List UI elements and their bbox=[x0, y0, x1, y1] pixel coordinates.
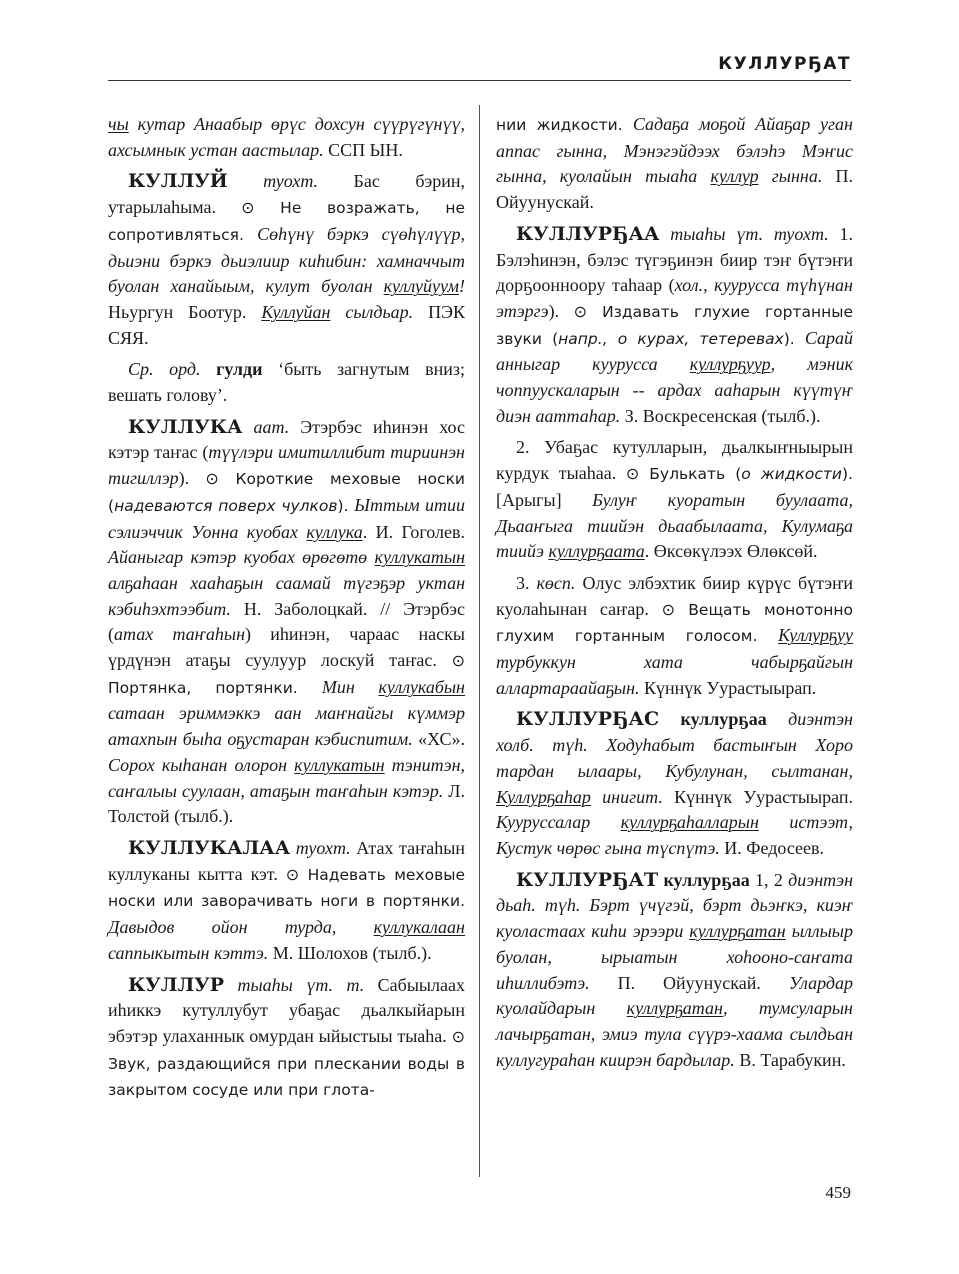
entry-kulluka bbox=[108, 415, 465, 830]
example-text: сатаан эриммэккэ аан маҥнайгы күммэр атахпын быһа оҕустаран кэбиспитим. bbox=[108, 703, 465, 750]
russian-gloss: напр., о курах, тетеревах bbox=[558, 329, 784, 348]
translation-mark-icon: ⊙ bbox=[625, 464, 640, 484]
example-text: Сарай анныгар куурусса bbox=[496, 327, 853, 375]
translation-mark-icon: ⊙ bbox=[205, 469, 219, 489]
sense-number: 3. bbox=[516, 572, 537, 593]
entry-kullurgaa-sense-3 bbox=[496, 571, 853, 702]
headword: КУЛЛУЙ bbox=[128, 170, 228, 193]
underlined-word: куллур bbox=[710, 166, 759, 187]
underlined-word: куллурҕаата bbox=[548, 541, 645, 562]
pos-label: туохт. bbox=[227, 171, 319, 192]
entry-kullurgaa-sense-2 bbox=[496, 435, 853, 565]
gloss: көсп. bbox=[536, 572, 576, 593]
example-text: Кууруссалар bbox=[496, 812, 621, 833]
left-column bbox=[108, 112, 465, 1110]
entry-kullukalaa bbox=[108, 836, 465, 967]
definition: Олус элбэхтик биир күрүс бүтэҥи куолаһынан саҥар. bbox=[496, 572, 853, 619]
underlined-word: Куллурҕаһар bbox=[496, 786, 591, 807]
right-column bbox=[496, 112, 853, 1079]
entry-kullur-continuation bbox=[496, 112, 853, 216]
underlined-word: куллукалаан bbox=[373, 917, 465, 938]
translation-mark-icon: ⊙ bbox=[661, 599, 676, 619]
example-text: Мин bbox=[321, 676, 379, 697]
base-word: куллурҕаа bbox=[659, 709, 767, 730]
source-text: ПЭК СЯЯ. bbox=[108, 301, 465, 348]
example-text: тэнитэн, саҥалыы суулаан, атаҕын таҥаһын кэтэр. bbox=[108, 754, 465, 801]
russian-translation: Портянка, портянки. bbox=[108, 678, 322, 697]
russian-translation: Не возражать, не сопротивляться. bbox=[108, 199, 465, 244]
entry-sr bbox=[108, 357, 465, 408]
definition: ). bbox=[548, 300, 574, 321]
russian-translation: нии жидкости. bbox=[496, 116, 633, 134]
headword: КУЛЛУР bbox=[128, 973, 225, 996]
definition: ) иһинэн, чараас наскы үрдүнэн атаҕы суулуур лоскуй таҥас. bbox=[108, 624, 465, 671]
entry-continuation bbox=[108, 112, 465, 163]
source-text: М. Шолохов (тылб.). bbox=[268, 942, 432, 963]
example-text: Бэрт үчүгэй, бэрт дьэҥкэ, киэҥ куоластаах киһи эрээри bbox=[496, 895, 854, 942]
underlined-word: куллукабын bbox=[378, 676, 465, 697]
pos-label: диэнтэн дьаһ. түһ. bbox=[496, 869, 853, 916]
example-text: Давыдов ойон турда, bbox=[108, 917, 374, 938]
headword: КУЛЛУРҔАТ bbox=[516, 868, 659, 891]
russian-translation: Булькать ( bbox=[639, 465, 742, 484]
russian-translation: Вещать монотонно глухим гортанным голосом. bbox=[496, 600, 853, 646]
source-text: ССП ЫН. bbox=[323, 139, 403, 160]
translation-mark-icon: ⊙ bbox=[241, 198, 255, 218]
definition: Бас бэрин, утарылаһыма. bbox=[108, 171, 465, 218]
russian-translation: Издавать глухие гортанные звуки ( bbox=[496, 302, 853, 348]
translation-mark-icon: ⊙ bbox=[451, 651, 465, 671]
gloss: атах таҥаһын bbox=[114, 624, 246, 645]
example-text: турбуккун хата чабырҕайгын аллартараайаҕын. bbox=[496, 652, 853, 698]
example-text: истээт, Кустук чөрөс гына түспүтэ. bbox=[496, 812, 853, 858]
headword: КУЛЛУРҔАА bbox=[516, 222, 660, 245]
translation-mark-icon: ⊙ bbox=[285, 864, 300, 884]
example-text: , тумсуларын лачырҕатан, эмиэ тула сүүрэ-хаама сылдьан куллугураһан киирэн бардылар. bbox=[496, 998, 853, 1070]
russian-translation: ). bbox=[842, 465, 853, 484]
definition: Сабыылаах иһиккэ кутуллубут убаҕас дьалкыйарын эбэтэр улаханнык омурдан ыйыстыы тыаһа. bbox=[108, 974, 465, 1046]
russian-gloss: надеваются поверх чулков bbox=[114, 496, 338, 515]
entry-kulluj bbox=[108, 169, 465, 351]
example-text: гынна. bbox=[758, 166, 823, 187]
entry-kullurgat bbox=[496, 868, 853, 1074]
definition: Атах таҥаһын куллуканы кытта кэт. bbox=[108, 837, 465, 884]
definition: ). bbox=[178, 468, 206, 489]
underlined-word: Куллуйан bbox=[261, 301, 331, 322]
example-text: Булуҥ куоратын буулаата, Дьааҥыга тиийэн дьаабылаата, Кулумаҕа тиийэ bbox=[496, 489, 853, 562]
russian-gloss: о жидкости bbox=[741, 465, 843, 484]
definition: 2. Убаҕас кутулларын, дьалкыҥныырын курдук тыаһаа. bbox=[496, 437, 853, 484]
source-text: Күннүк Уурастыырап. bbox=[639, 677, 817, 698]
example-text: инигит. bbox=[590, 786, 663, 807]
underlined-word: чы bbox=[108, 114, 129, 134]
russian-translation: ). bbox=[783, 329, 805, 348]
example-text: ! bbox=[459, 276, 465, 297]
source-text: Күннүк Уурастыырап. bbox=[662, 786, 853, 807]
headword: КУЛЛУКАЛАА bbox=[128, 836, 291, 859]
underlined-word: куллукатын bbox=[374, 547, 465, 568]
gloss: түүлэри имитиллибит тириинэн тигиллэр bbox=[108, 442, 465, 489]
pos-label: аат. bbox=[242, 416, 290, 437]
base-word: куллурҕаа bbox=[658, 869, 750, 890]
example-text: ыллыыр буолан, ырыатын хоһооно-саҥата иһиллибэтэ. bbox=[496, 921, 853, 993]
underlined-word: куллурҕатан bbox=[689, 921, 786, 942]
example-text: алҕаһаан хааһаҕын саамай түгэҕэр уктан кэбиһэхтээбит. bbox=[108, 572, 465, 619]
underlined-word: куллукатын bbox=[294, 754, 385, 775]
sense-number: 1, 2 bbox=[749, 869, 789, 890]
underlined-word: куллурҕуур bbox=[689, 354, 771, 375]
example-text: кутар Анаабыр өрүс дохсун сүүрүгүнүү, ахсымнык устан аастылар. bbox=[108, 114, 465, 160]
example-text: Улардар куолайдарын bbox=[496, 972, 853, 1019]
example-text: Ыттым итии сэлиэччик Уонна куобах bbox=[108, 494, 465, 542]
russian-translation: Звук, раздающийся при плескании воды в закрытом сосуде или при глота- bbox=[108, 1054, 465, 1100]
pos-label: тыаһы үт. т. bbox=[224, 974, 365, 995]
bracket-note: [Арыгы] bbox=[496, 489, 593, 510]
entry-kullurgaa bbox=[496, 222, 853, 430]
russian-translation: ). bbox=[337, 496, 355, 515]
example-text: Ходуһабыт бастыҥын Хоро тардан ылаары, Кубулунан, сылтанан, bbox=[496, 735, 853, 781]
example-text: Сөһүнү бэркэ сүөһүлүүр, дьиэни бэркэ дьиэлиир киһибин: хамначчыт буолан ханайыым, кулут буолан bbox=[108, 223, 465, 297]
underlined-word: куллука bbox=[306, 521, 363, 542]
entry-kullurgas bbox=[496, 707, 853, 861]
source-text: . Өксөкүлээх Өлөксөй. bbox=[644, 541, 818, 562]
source-text: В. Тарабукин. bbox=[734, 1049, 846, 1070]
example-text: сылдьар. bbox=[330, 301, 414, 322]
definition: ‘быть загнутым вниз; вешать голову’. bbox=[108, 359, 466, 406]
example-text: Садаҕа моҕой Айаҕар уган аппас гынна, Мэнэгэйдээх бэлэһэ Мэҥис гынна, куолайын тыаһа bbox=[496, 114, 853, 187]
translation-mark-icon: ⊙ bbox=[573, 301, 588, 321]
example-text: саппыкытын кэттэ. bbox=[108, 942, 269, 963]
source-text: . И. Гоголев. bbox=[362, 521, 466, 542]
pos-label: тыаһы үт. туохт. bbox=[659, 223, 829, 244]
pos-label: туохт. bbox=[290, 837, 351, 858]
pos-label: диэнтэн холб. түһ. bbox=[496, 709, 853, 756]
headword: КУЛЛУРҔАС bbox=[516, 708, 660, 731]
underlined-word: куллуйуум bbox=[383, 276, 459, 297]
comparison-label: Ср. орд. bbox=[128, 359, 217, 380]
definition: 1. Бэлэһинэн, бэлэс түгэҕинэн биир тэҥ бүтэҥи дорҕоонноору таһаар ( bbox=[496, 223, 853, 296]
translation-mark-icon: ⊙ bbox=[451, 1026, 465, 1046]
definition: Этэрбэс иһинэн хос кэтэр таҥас ( bbox=[108, 416, 465, 463]
underlined-word: куллурҕаһалларын bbox=[620, 812, 759, 833]
gloss: хол., куурусса түһүнан этэргэ bbox=[496, 275, 853, 321]
column-divider bbox=[479, 105, 480, 1177]
source-text: И. Федосеев. bbox=[719, 837, 825, 858]
source-text: З. Воскресенская (тылб.). bbox=[620, 405, 821, 426]
source-text: Л. Толстой (тылб.). bbox=[108, 780, 465, 827]
underlined-word: куллурҕатан bbox=[626, 998, 723, 1019]
header-rule bbox=[108, 80, 851, 81]
source-text: П. Ойуунускай. bbox=[496, 166, 853, 213]
russian-translation: Короткие меховые носки ( bbox=[108, 470, 465, 515]
underlined-word: Куллурҕуу bbox=[778, 625, 853, 646]
source-text: Ньургун Боотур. bbox=[108, 301, 262, 322]
example-text: , мэник чоппуускаларын -- ардах ааһарын күүтүҥ диэн ааттаһар. bbox=[496, 354, 853, 426]
example-text: Сорох кыһанан олорон bbox=[108, 754, 295, 775]
comparison-word: гулди bbox=[216, 359, 263, 380]
example-text: Айаныгар кэтэр куобах өрөгөтө bbox=[108, 547, 375, 568]
russian-translation: Надевать меховые носки или заворачивать ноги в портянки. bbox=[108, 865, 465, 911]
source-text: «ХС». bbox=[412, 729, 465, 750]
page-number: 459 bbox=[825, 1183, 851, 1202]
source-text: П. Ойуунускай. bbox=[589, 972, 789, 993]
source-text: Н. Заболоцкай. // Этэрбэс ( bbox=[108, 598, 465, 645]
headword: КУЛЛУКА bbox=[128, 415, 243, 438]
entry-kullur bbox=[108, 973, 465, 1105]
running-head: КУЛЛУРҔАТ bbox=[718, 54, 851, 74]
